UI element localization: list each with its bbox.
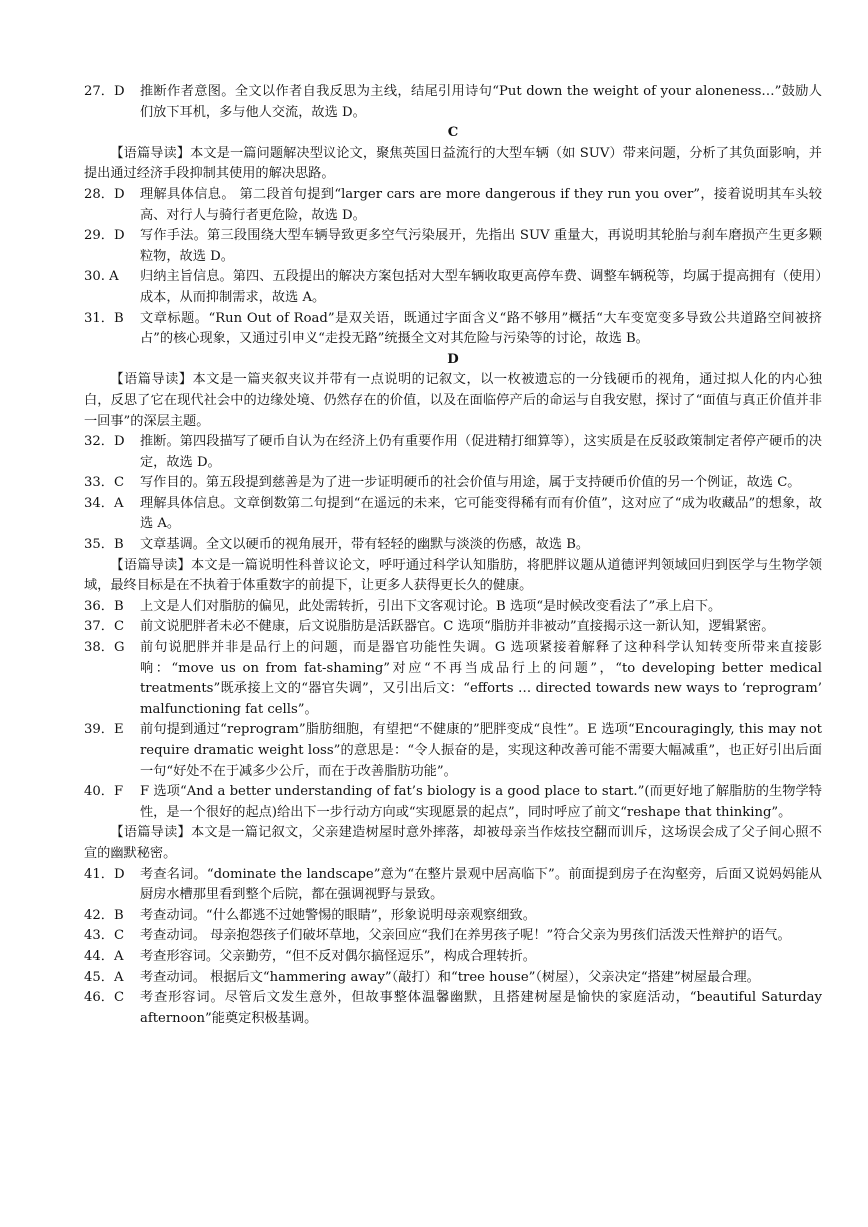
seven-choice-items: [84, 597, 822, 824]
answer-explanation: 考查动词。“什么都逃不过她警惕的眼睛”，形象说明母亲观察细致。: [140, 907, 536, 923]
answer-number: 32．D: [84, 434, 125, 450]
answer-item: [84, 309, 822, 350]
answer-explanation: 文章基调。全文以硬币的视角展开，带有轻轻的幽默与淡淡的伤感，故选 B。: [140, 537, 590, 553]
answer-explanation: 归纳主旨信息。第四、五段提出的解决方案包括对大型车辆收取更高停车费、调整车辆税等，均属于提高拥有（使用）成本，从而抑制需求，故选 A。: [140, 269, 822, 305]
answer-item: [84, 535, 822, 556]
section-d-guide: 【语篇导读】本文是一篇夹叙夹议并带有一点说明的记叙文，以一枚被遗忘的一分钱硬币的视角，通过拟人化的内心独白，反思了它在现代社会中的边缘处境、仍然存在的价值，以及在面临停产后的命运与自我安慰，探讨了“面值与真正价值并非一回事”的深层主题。: [84, 372, 822, 429]
answer-item: [84, 185, 822, 226]
answer-explanation: 前文说肥胖者未必不健康，后文说脂肪是活跃器官。C 选项“脂肪并非被动”直接揭示这一新认知，逻辑紧密。: [140, 619, 775, 635]
answer-explanation: 考查动词。 根据后文“hammering away”（敲打）和“tree house”（树屋），父亲决定“搭建”树屋最合理。: [140, 969, 760, 985]
answer-explanation: 推断作者意图。全文以作者自我反思为主线，结尾引用诗句“Put down the weight of your aloneness…”鼓励人们放下耳机，多与他人交流，故选 D。: [140, 84, 822, 120]
answer-explanation: 上文是人们对脂肪的偏见，此处需转折，引出下文客观讨论。B 选项“是时候改变看法了”承上启下。: [140, 598, 722, 614]
answer-item: [84, 226, 822, 267]
answer-explanation: 考查形容词。父亲勤劳，“但不反对偶尔搞怪逗乐”，构成合理转折。: [140, 948, 536, 964]
answer-item: [84, 906, 822, 927]
answer-explanation: 前句提到通过“reprogram”脂肪细胞，有望把“不健康的”肥胖变成“良性”。E 选项“Encouragingly, this may not require dramatic weight loss”的意思是：“令人振奋的是，实现这种改善可能不需要大幅减重”，也正好引出后面一句“好处不在于减多少公斤，而在于改善脂肪功能”。: [140, 722, 822, 779]
answer-explanation: 推断。第四段描写了硬币自认为在经济上仍有重要作用（促进精打细算等），这实质是在反驳政策制定者停产硬币的决定，故选 D。: [140, 434, 822, 470]
answer-item: [84, 267, 822, 308]
cloze-guide: 【语篇导读】本文是一篇记叙文，父亲建造树屋时意外摔落，却被母亲当作炫技空翻而训斥，这场误会成了父子间心照不宣的幽默秘密。: [84, 825, 822, 861]
answer-number: 46．C: [84, 990, 125, 1006]
answer-item: [84, 638, 822, 720]
answer-item: [84, 782, 822, 823]
section-c-items: [84, 185, 822, 350]
answer-explanation: 前句说肥胖并非是品行上的问题，而是器官功能性失调。G 选项紧接着解释了这种科学认知转变所带来直接影响：“move us on from fat-shaming”对应“不再当成品行上的问题”，“to developing better medical treatments”既承接上文的“器官失调”，又引出后文：“efforts … directed towards new ways to ‘reprogram’ malfunctioning fat cells”。: [140, 640, 822, 717]
answer-explanation: 写作手法。第三段围绕大型车辆导致更多空气污染展开，先指出 SUV 重量大，再说明其轮胎与刹车磨损产生更多颗粒物，故选 D。: [140, 228, 822, 264]
answer-item: [84, 617, 822, 638]
answer-item: [84, 473, 822, 494]
answer-item: [84, 947, 822, 968]
answer-explanation: 理解具体信息。文章倒数第二句提到“在遥远的未来，它可能变得稀有而有价值”，这对应了“成为收藏品”的想象，故选 A。: [140, 495, 822, 532]
answer-explanation: 考查形容词。尽管后文发生意外，但故事整体温馨幽默，且搭建树屋是愉快的家庭活动，“beautiful Saturday afternoon”能奠定积极基调。: [140, 990, 822, 1026]
answer-number: 34．A: [84, 495, 124, 511]
answer-item: [84, 494, 822, 535]
answer-number: 31．B: [84, 310, 124, 326]
answer-number: 40．F: [84, 784, 124, 800]
section-d-items: [84, 432, 822, 556]
answer-number: 27．D: [84, 84, 125, 99]
answer-explanation: 写作目的。第五段提到慈善是为了进一步证明硬币的社会价值与用途，属于支持硬币价值的另一个例证，故选 C。: [140, 475, 801, 491]
answer-number: 41．D: [84, 866, 125, 882]
section-d-heading: D: [447, 351, 459, 367]
answer-number: 44．A: [84, 948, 124, 964]
answer-item: [84, 82, 822, 123]
answer-number: 29．D: [84, 228, 125, 244]
seven-choice-guide: 【语篇导读】本文是一篇说明性科普议论文，呼吁通过科学认知脂肪，将肥胖议题从道德评判领域回归到医学与生物学领域，最终目标是在不执着于体重数字的前提下，让更多人获得更长久的健康。: [84, 557, 822, 594]
answer-number: 43．C: [84, 928, 125, 944]
cloze-items: [84, 865, 822, 1030]
answer-number: 36．B: [84, 598, 124, 614]
answer-number: 39．E: [84, 722, 124, 738]
answer-explanation: 文章标题。“Run Out of Road”是双关语，既通过字面含义“路不够用”概括“大车变宽变多导致公共道路空间被挤占”的核心现象，又通过引申义“走投无路”统摄全文对其危险与污染等的讨论，故选 B。: [140, 310, 822, 347]
answer-number: 38．G: [84, 640, 125, 656]
answer-explanation: F 选项“And a better understanding of fat’s biology is a good place to start.”(而更好地了解脂肪的生物学特性，是一个很好的起点)给出下一步行动方向或“实现愿景的起点”，同时呼应了前文“reshape that thinking”。: [140, 784, 822, 820]
answer-number: 28．D: [84, 186, 125, 202]
answer-number: 33．C: [84, 475, 125, 491]
answer-explanation: 考查名词。“dominate the landscape”意为“在整片景观中居高临下”。前面提到房子在沟壑旁，后面又说妈妈能从厨房水槽那里看到整个后院，都在强调视野与景致。: [140, 866, 822, 903]
section-c-heading: C: [447, 125, 459, 141]
answer-item: [84, 597, 822, 618]
answer-item: [84, 720, 822, 782]
answer-item: [84, 968, 822, 989]
answer-number: 37．C: [84, 619, 125, 635]
answer-explanation: 理解具体信息。 第二段首句提到“larger cars are more dangerous if they run you over”，接着说明其车头较高、对行人与骑行者更危险，故选 D。: [140, 186, 822, 223]
answer-number: 42．B: [84, 907, 124, 923]
section-c-guide: 【语篇导读】本文是一篇问题解决型议论文，聚焦英国日益流行的大型车辆（如 SUV）带来问题，分析了其负面影响，并提出通过经济手段抑制其使用的解决思路。: [84, 145, 822, 182]
answer-number: 45．A: [84, 969, 124, 985]
answer-item: [84, 926, 822, 947]
answer-item: [84, 432, 822, 473]
answer-item: [84, 865, 822, 906]
answer-number: 30. A: [84, 269, 119, 285]
answer-explanation: 考查动词。 母亲抱怨孩子们破坏草地，父亲回应“我们在养男孩子呢！”符合父亲为男孩们活泼天性辩护的语气。: [140, 928, 791, 944]
answer-number: 35．B: [84, 537, 124, 553]
answer-item: [84, 988, 822, 1029]
section-b-tail: [84, 82, 822, 123]
